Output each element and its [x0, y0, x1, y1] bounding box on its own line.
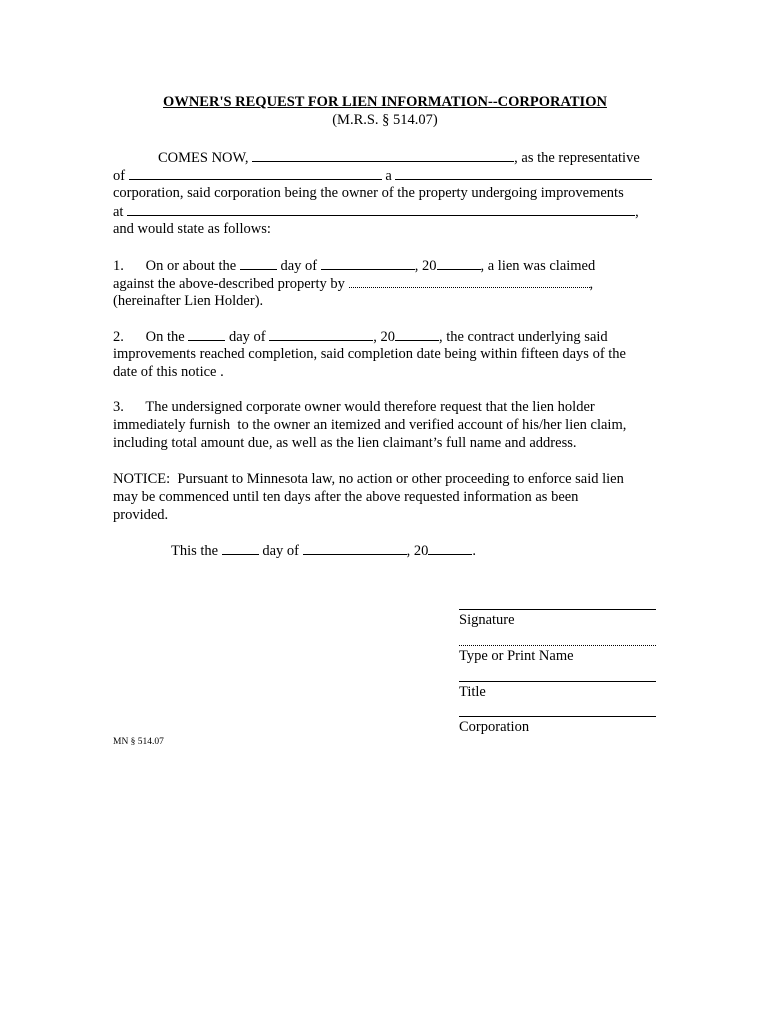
completion-month-blank[interactable] — [269, 327, 373, 341]
corporation-label: Corporation — [459, 719, 530, 735]
para2-text-a: On the — [145, 329, 185, 345]
print-name-line[interactable] — [459, 645, 656, 646]
para3-line-3: including total amount due, as well as the lien claimant’s full name and address. — [113, 435, 577, 451]
para1-text-line2: against the above-described property by — [113, 276, 345, 292]
dated-text-c: , 20 — [406, 543, 429, 559]
para3-line-1 — [113, 398, 595, 416]
para1-line-3: (hereinafter Lien Holder). — [113, 293, 264, 309]
title-line[interactable] — [459, 681, 656, 682]
property-address-blank[interactable] — [127, 202, 635, 216]
dated-text-a: This the — [171, 543, 219, 559]
as-representative-text: , as the representative — [514, 150, 640, 166]
corporation-state-blank[interactable] — [395, 166, 652, 180]
para1-line-1 — [113, 256, 595, 275]
completion-day-blank[interactable] — [188, 327, 225, 341]
corporation-name-blank[interactable] — [129, 166, 382, 180]
dated-year-blank[interactable] — [428, 541, 472, 555]
intro-line-4 — [113, 202, 639, 221]
notice-line-1: NOTICE: Pursuant to Minnesota law, no action or other proceeding to enforce said lien — [113, 471, 624, 487]
at-text: at — [113, 204, 124, 220]
intro-line-1 — [158, 148, 640, 167]
para2-line-2: improvements reached completion, said completion date being within fifteen days of the — [113, 346, 626, 362]
notice-line-2: may be commenced until ten days after the above requested information as been — [113, 489, 579, 505]
para2-number: 2. — [113, 329, 124, 345]
lien-month-blank[interactable] — [321, 256, 415, 270]
notice-line-3: provided. — [113, 507, 169, 523]
title-label: Title — [459, 684, 486, 700]
footer-citation: MN § 514.07 — [113, 737, 164, 747]
signature-label: Signature — [459, 612, 515, 628]
lien-claimant-blank[interactable] — [349, 274, 590, 288]
representative-name-blank[interactable] — [252, 148, 514, 162]
completion-year-blank[interactable] — [395, 327, 439, 341]
para1-number: 1. — [113, 258, 124, 274]
dated-text-b: day of — [262, 543, 300, 559]
statute-citation: (M.R.S. § 514.07) — [332, 112, 438, 128]
document-title: OWNER'S REQUEST FOR LIEN INFORMATION--CORPORATION — [163, 94, 607, 110]
para1-text-c: , 20 — [414, 258, 437, 274]
intro-line-5: and would state as follows: — [113, 221, 271, 237]
print-name-label: Type or Print Name — [459, 648, 574, 664]
signature-line[interactable] — [459, 609, 656, 610]
dated-line — [171, 541, 476, 560]
lien-year-blank[interactable] — [437, 256, 481, 270]
para3-line-2: immediately furnish to the owner an itemized and verified account of his/her lien claim, — [113, 417, 627, 433]
para2-text-d: , the contract underlying said — [438, 329, 608, 345]
para3-number: 3. — [113, 399, 124, 415]
intro-line-3: corporation, said corporation being the owner of the property undergoing improvements — [113, 185, 624, 201]
para1-line-2 — [113, 274, 593, 293]
para1-text-a: On or about the — [145, 258, 237, 274]
para1-text-d: , a lien was claimed — [480, 258, 596, 274]
para2-text-b: day of — [228, 329, 266, 345]
dated-month-blank[interactable] — [303, 541, 407, 555]
of-text: of — [113, 168, 126, 184]
lien-day-blank[interactable] — [240, 256, 277, 270]
para3-text-line1: The undersigned corporate owner would therefore request that the lien holder — [145, 399, 595, 415]
corporation-line[interactable] — [459, 716, 656, 717]
intro-line-2 — [113, 166, 652, 185]
para1-comma: , — [589, 276, 594, 292]
para1-text-b: day of — [280, 258, 318, 274]
a-text: a — [385, 168, 392, 184]
dated-text-d: . — [472, 543, 477, 559]
para2-line-3: date of this notice . — [113, 364, 224, 380]
comma-text: , — [635, 204, 639, 220]
comes-now-text: COMES NOW, — [158, 150, 249, 166]
para2-line-1 — [113, 327, 608, 346]
dated-day-blank[interactable] — [222, 541, 259, 555]
para2-text-c: , 20 — [373, 329, 395, 345]
